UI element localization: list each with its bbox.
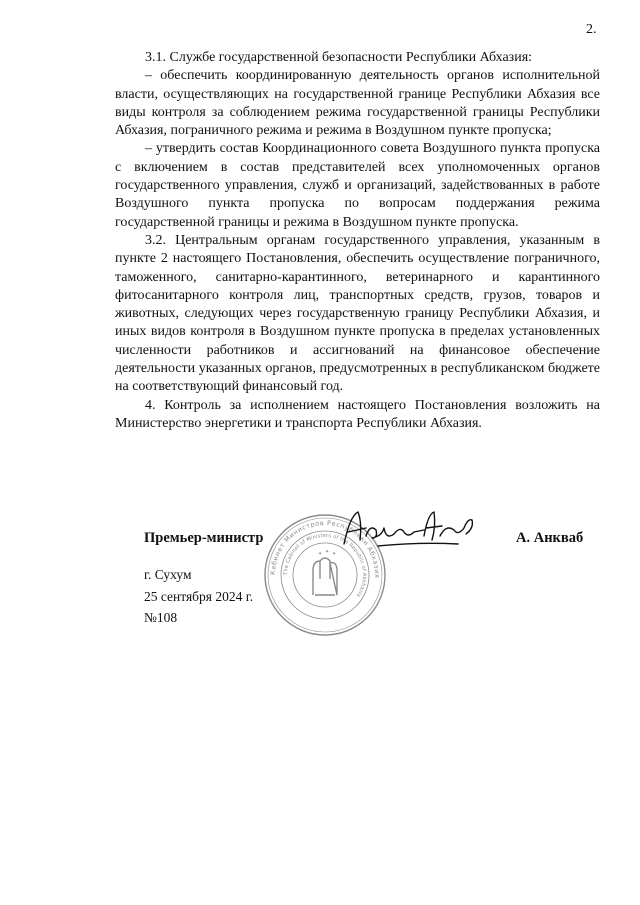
paragraph-3-1-item-1: – обеспечить координированную деятельность органов исполнительной власти, осуществляющих на государственной границе Республики Абхазия все виды контроля за соблюдением режима государственной границы Республики Абхазия, пограничного режима и режима в Воздушном пункте пропуска; (115, 68, 600, 139)
page-number: 2. (586, 22, 597, 37)
svg-text:✦: ✦ (332, 551, 337, 557)
svg-text:✦: ✦ (318, 551, 323, 557)
document-date: 25 сентября 2024 г. (144, 588, 254, 604)
paragraph-3-2: 3.2. Центральным органам государственного управления, указанным в пункте 2 настоящего Постановления, обеспечить осуществление пограничного, таможенного, санитарно-карантинного, ветеринарного и карантинного фитосанитарного контроля лиц, транспортных средств, грузов, товаров и животных, следующих через государственную границу Республики Абхазия, и иных видов контроля в Воздушном пункте пропуска в пределах установленных численности работников и ассигнований на финансовое обеспечение деятельности указанных органов, предусмотренных в республиканском бюджете на соответствующий финансовый год. (115, 232, 600, 395)
paragraph-4: 4. Контроль за исполнением настоящего Постановления возложить на Министерство энергетики и транспорта Республики Абхазия. (115, 397, 600, 431)
document-city: г. Сухум (144, 567, 192, 582)
svg-text:Кабинет Министров Республики А: Кабинет Министров Республики Абхазия (268, 518, 382, 579)
svg-text:✦: ✦ (325, 549, 330, 555)
svg-text:The Cabinet of Ministers of th: The Cabinet of Ministers of the Republic of Abkhazia (282, 532, 368, 599)
signatory-name: А. Анкваб (516, 530, 584, 546)
document-number: №108 (144, 610, 178, 625)
document-details (144, 564, 253, 629)
paragraph-3-1: 3.1. Службе государственной безопасности Республики Абхазия: (145, 50, 533, 65)
signatory-title: Премьер-министр (144, 530, 264, 546)
document-body (115, 49, 600, 433)
paragraph-3-1-item-2: – утвердить состав Координационного совета Воздушного пункта пропуска с включением в состав представителей всех уполномоченных органов государственного управления, служб и организаций, задействованных в работе Воздушного пункта пропуска по вопросам поддержания режима государственной границы и режима в Воздушном пункте пропуска. (115, 141, 600, 230)
handwritten-signature (338, 506, 478, 552)
